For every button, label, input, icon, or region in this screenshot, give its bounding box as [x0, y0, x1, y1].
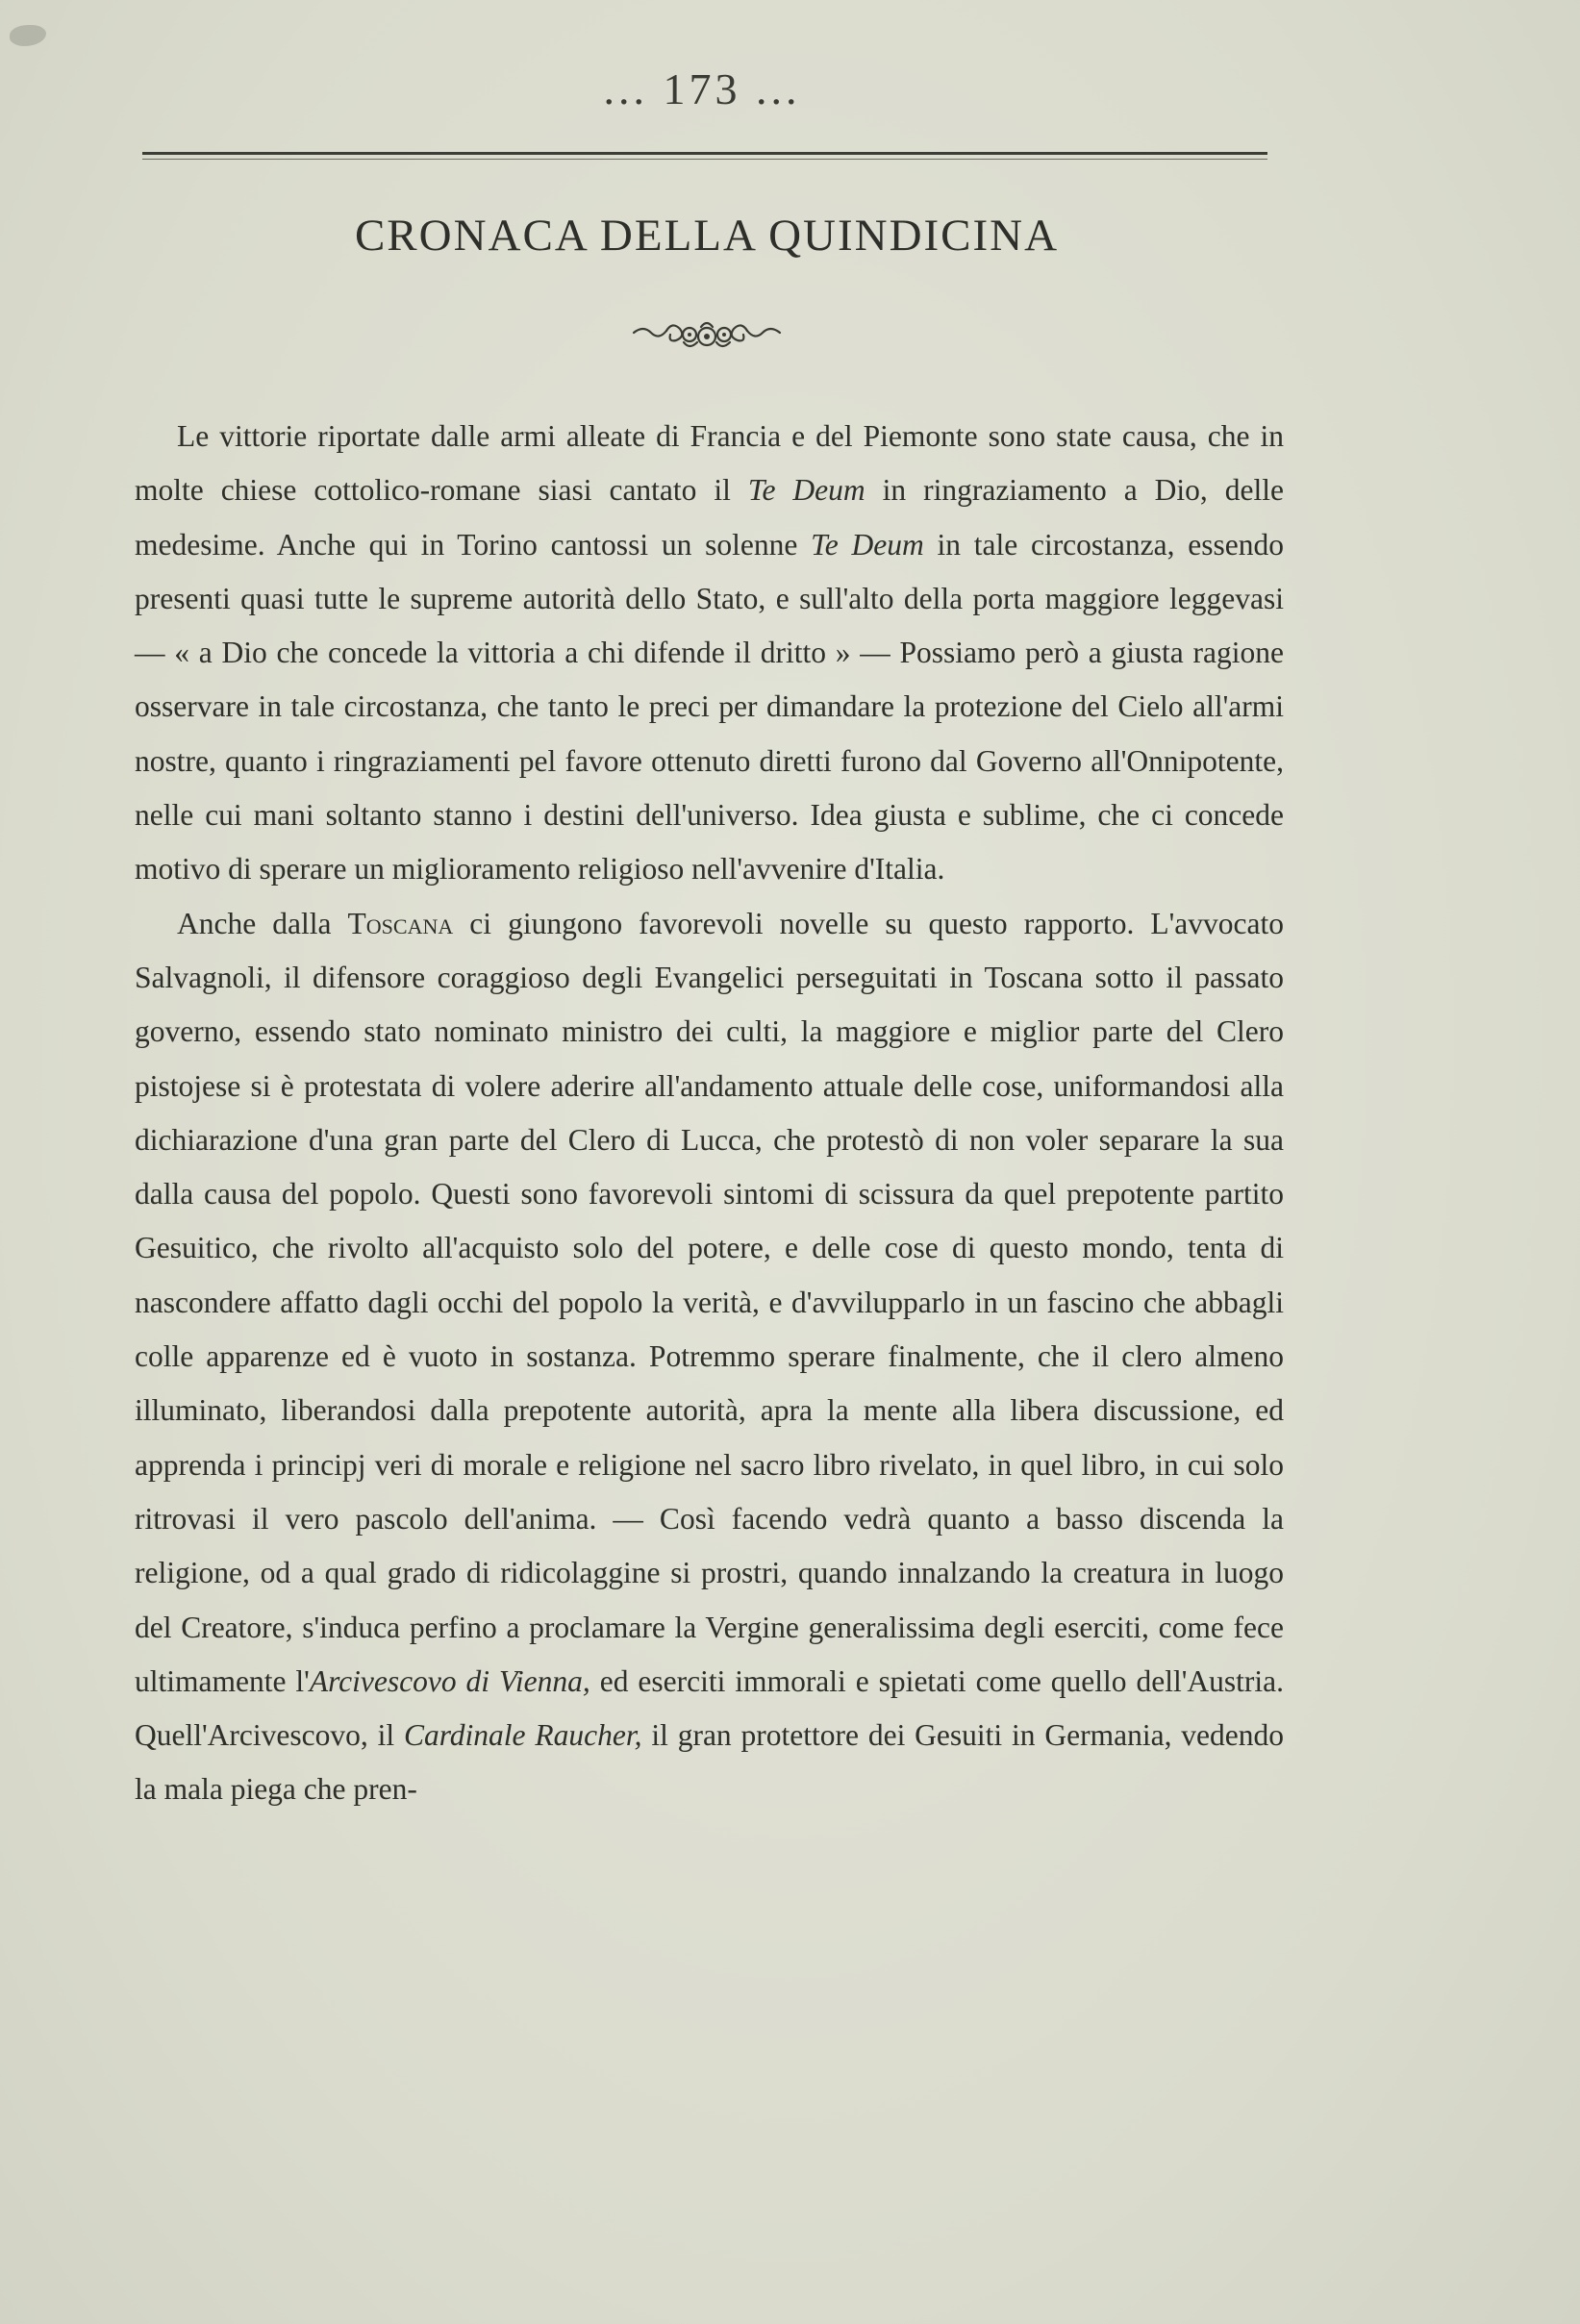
- italic-phrase: Cardinale Raucher,: [403, 1718, 642, 1753]
- page-number: ... 173 ...: [603, 64, 801, 113]
- fleuron-ornament-icon: [630, 317, 784, 352]
- article-body: [135, 410, 1284, 1817]
- header-rule: [142, 152, 1267, 155]
- header-rule-thin: [142, 159, 1267, 160]
- paragraph: Anche dalla Toscana ci giungono favorevoli novelle su questo rapporto. L'avvocato Salvagnoli, il difensore coraggioso degli Evangelici perseguitati in Toscana sotto il passato governo, essendo stato nominato ministro dei culti, la maggiore e miglior parte del Clero pistojese si è protestata di volere aderire all'andamento attuale delle cose, uniformandosi alla dichiarazione d'una gran parte del Clero di Lucca, che protestò di non voler separare la sua dalla causa del popolo. Questi sono favorevoli sintomi di scissura da quel prepotente partito Gesuitico, che rivolto all'acquisto solo del potere, e delle cose di questo mondo, tenta di nascondere affatto dagli occhi del popolo la verità, e d'avvilupparlo in un fascino che abbagli colle apparenze ed è vuoto in sostanza. Potremmo sperare finalmente, che il clero almeno illuminato, liberandosi dalla prepotente autorità, apra la mente alla libera discussione, ed apprenda i principj veri di morale e religione nel sacro libro rivelato, in quel libro, in cui solo ritrovasi il vero pascolo dell'anima. — Così facendo vedrà quanto a basso discenda la religione, od a qual grado di ridicolaggine si prostri, quando innalzando la creatura in luogo del Creatore, s'induca perfino a proclamare la Vergine generalissima degli eserciti, come fece ultimamente l'Arcivescovo di Vienna, ed eserciti immorali e spietati come quello dell'Austria. Quell'Arcivescovo, il Cardinale Raucher, il gran protettore dei Gesuiti in Germania, vedendo la mala piega che pren-: [135, 906, 1285, 1807]
- paper-stain: [10, 25, 46, 46]
- paragraph: Le vittorie riportate dalle armi alleate di Francia e del Piemonte sono state causa, che in molte chiese cottolico-romane siasi cantato il Te Deum in ringraziamento a Dio, delle medesime. Anche qui in Torino cantossi un solenne Te Deum in tale circostanza, essendo presenti quasi tutte le supreme autorità dello Stato, e sull'alto della porta maggiore leggevasi — « a Dio che concede la vittoria a chi difende il dritto » — Possiamo però a giusta ragione osservare in tale circostanza, che tanto le preci per dimandare la protezione del Cielo all'armi nostre, quanto i ringraziamenti pel favore ottenuto diretti furono dal Governo all'Onnipotente, nelle cui mani soltanto stanno i destini dell'universo. Idea giusta e sublime, che ci concede motivo di sperare un miglioramento religioso nell'avvenire d'Italia.: [135, 419, 1284, 887]
- italic-phrase: Te Deum: [747, 473, 865, 508]
- smallcaps-place: Toscana: [347, 906, 454, 940]
- italic-phrase: Arcivescovo di Vienna,: [309, 1663, 590, 1698]
- section-heading: CRONACA DELLA QUINDICINA: [354, 211, 1060, 261]
- italic-phrase: Te Deum: [811, 527, 924, 562]
